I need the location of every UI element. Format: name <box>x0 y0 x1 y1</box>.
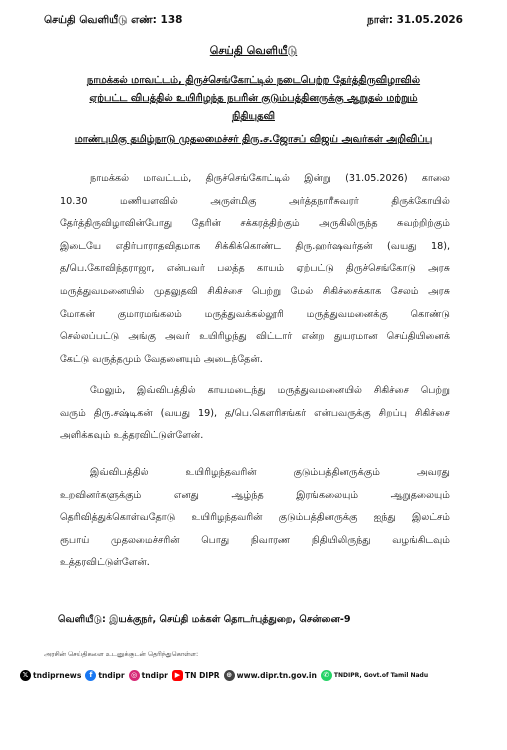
paragraph-line: மேலும், இவ்விபத்தில் காயமடைந்து மருத்துவமனையில் சிகிச்சை பெற்று <box>90 385 450 396</box>
social-label: tndipr <box>141 670 168 680</box>
title-line: நாமக்கல் மாவட்டம், திருச்செங்கோட்டில் நடைபெற்ற தேர்த்திருவிழாவில் <box>86 75 421 86</box>
document-heading: செய்தி வெளியீடு <box>209 44 298 57</box>
social-link-instagram[interactable] <box>129 670 168 681</box>
paragraph-line: கேட்டு வருத்தமும் வேதனையும் அடைந்தேன். <box>60 353 263 365</box>
paragraph-line: அளிக்கவும் உத்தரவிட்டுள்ளேன். <box>60 430 204 442</box>
social-links-bar <box>20 667 490 683</box>
social-label: tndiprnews <box>33 670 82 680</box>
title-line: ஏற்பட்ட விபத்தில் உயிரிழந்த நபரின் குடும்பத்தினருக்கு ஆறுதல் மற்றும் <box>89 93 418 104</box>
whatsapp-icon: ✆ <box>321 670 332 681</box>
paragraph-line: 10.30 மணியளவில் அருள்மிகு அர்த்தநாரீசுவரர் திருக்கோயில் <box>60 195 450 207</box>
release-date: நாள்: 31.05.2026 <box>367 14 463 26</box>
paragraph-2 <box>60 380 450 448</box>
paragraph-line: இடையே எதிர்பாராதவிதமாக சிக்கிக்கொண்ட திரு.ஹர்ஷவர்தன் (வயது 18), <box>60 240 450 252</box>
header-line <box>44 14 463 32</box>
paragraph-line: த/பெ.கோவிந்தராஜா, என்பவர் பலத்த காயம் ஏற்பட்டு திருச்செங்கோடு அரசு <box>60 263 450 275</box>
paragraph-line: மருத்துவமனையில் முதலுதவி சிகிச்சை பெற்று மேல் சிகிச்சைக்காக சேலம் அரசு <box>60 285 450 297</box>
paragraph-line: தெரிவித்துக்கொள்வதோடு உயிரிழந்தவரின் குடும்பத்தினருக்கு ஐந்து இலட்சம் <box>60 512 450 524</box>
paragraph-line: உறவினர்களுக்கும் எனது ஆழ்ந்த இரங்கலையும் ஆறுதலையும் <box>60 489 450 501</box>
paragraph-line: இவ்விபத்தில் உயிரிழந்தவரின் குடும்பத்தினருக்கும் அவரது <box>90 467 450 478</box>
globe-icon: ⊕ <box>224 670 235 681</box>
social-label: www.dipr.tn.gov.in <box>236 670 317 680</box>
social-link-x[interactable] <box>20 670 81 681</box>
release-footer: வெளியீடு: இயக்குநர், செய்தி மக்கள் தொடர்புத்துறை, சென்னை-9 <box>58 614 351 625</box>
release-number: செய்தி வெளியீடு எண்: 138 <box>44 14 183 26</box>
paragraph-line: மோகன் குமாரமங்கலம் மருத்துவக்கல்லூரி மருத்துவமனைக்கு கொண்டு <box>60 308 450 320</box>
paragraph-3 <box>60 462 450 575</box>
paragraph-line: உத்தரவிட்டுள்ளேன். <box>60 557 150 569</box>
facebook-icon: f <box>85 670 96 681</box>
title-line: நிதியுதவி <box>232 111 275 122</box>
youtube-icon: ▶ <box>172 670 183 681</box>
social-link-facebook[interactable] <box>85 670 124 681</box>
social-label: tndipr <box>98 670 125 680</box>
social-link-youtube[interactable] <box>172 670 220 681</box>
paragraph-line: செல்லப்பட்டு அங்கு அவர் உயிரிழந்து விட்டார் என்ற துயரமான செய்தியினைக் <box>60 331 450 343</box>
document-subtitle: மாண்புமிகு தமிழ்நாடு முதலமைச்சர் திரு.ச.ஜோசப் விஜய் அவர்கள் அறிவிப்பு <box>74 134 433 145</box>
social-label: TNDIPR, Govt.of Tamil Nadu <box>333 671 429 679</box>
social-link-whatsapp[interactable] <box>321 670 428 681</box>
paragraph-line: நாமக்கல் மாவட்டம், திருச்செங்கோட்டில் இன்று (31.05.2026) காலை <box>90 173 450 184</box>
document-title <box>48 72 459 126</box>
paragraph-1 <box>60 168 450 371</box>
social-link-website[interactable] <box>224 670 317 681</box>
paragraph-line: தேர்த்திருவிழாவின்போது தேரின் சக்கரத்திற்கும் அருகிலிருந்த சுவற்றிற்கும் <box>60 218 450 230</box>
paragraph-line: ரூபாய் முதலமைச்சரின் பொது நிவாரண நிதியிலிருந்து வழங்கிடவும் <box>60 534 450 546</box>
social-label: TN DIPR <box>184 670 220 680</box>
x-twitter-icon: 𝕏 <box>20 670 31 681</box>
paragraph-line: வரும் திரு.சஷ்டிகன் (வயது 19), த/பெ.கௌரிசங்கர் என்பவருக்கு சிறப்பு சிகிச்சை <box>60 407 450 419</box>
follow-text: அரசின் செய்திகளை உடனுக்குடன் தெரிந்துகொள்ள: <box>44 650 199 658</box>
instagram-icon: ◎ <box>129 670 140 681</box>
